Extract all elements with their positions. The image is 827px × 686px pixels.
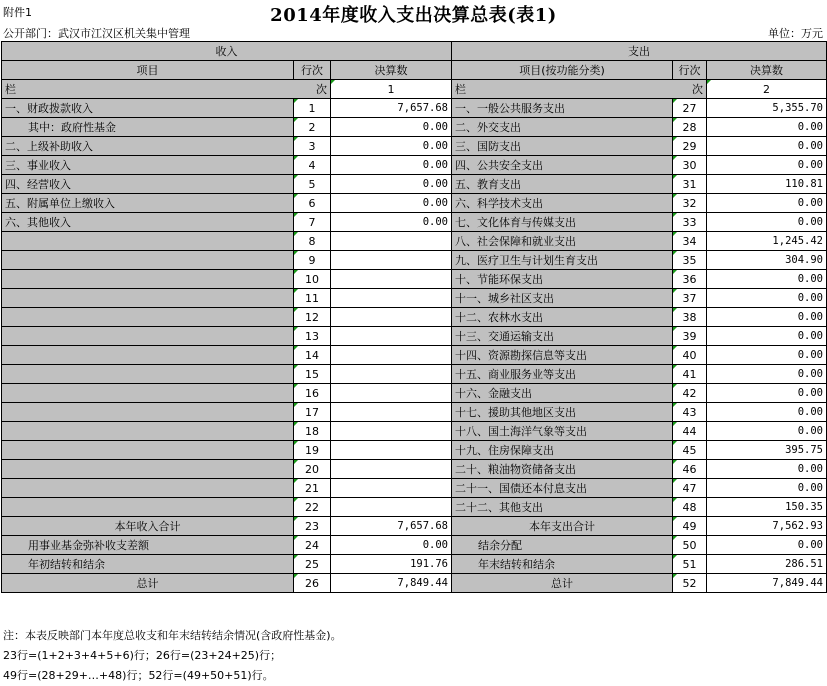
table-row xyxy=(2,118,827,137)
expense-amount: 0.00 xyxy=(707,403,827,422)
income-item xyxy=(2,479,294,498)
attachment-label: 附件1 xyxy=(3,6,32,19)
table-row xyxy=(2,441,827,460)
income-item xyxy=(2,365,294,384)
expense-item-header: 项目(按功能分类) xyxy=(452,61,673,80)
expense-amount: 0.00 xyxy=(707,460,827,479)
income-item xyxy=(2,403,294,422)
income-row-no: 15 xyxy=(294,365,331,384)
expense-row-no: 28 xyxy=(673,118,707,137)
expense-item: 七、文化体育与传媒支出 xyxy=(452,213,673,232)
expense-amount: 0.00 xyxy=(707,308,827,327)
expense-row-no: 38 xyxy=(673,308,707,327)
expense-item: 十六、金融支出 xyxy=(452,384,673,403)
income-row-no: 8 xyxy=(294,232,331,251)
income-row-no: 20 xyxy=(294,460,331,479)
expense-item: 九、医疗卫生与计划生育支出 xyxy=(452,251,673,270)
income-amount: 191.76 xyxy=(331,555,452,574)
summary-row xyxy=(2,574,827,593)
expense-amount: 0.00 xyxy=(707,156,827,175)
income-col-number: 1 xyxy=(331,80,452,99)
expense-item: 三、国防支出 xyxy=(452,137,673,156)
income-row-no: 26 xyxy=(294,574,331,593)
table-row xyxy=(2,232,827,251)
income-amount xyxy=(331,346,452,365)
expense-row-no: 27 xyxy=(673,99,707,118)
table-row xyxy=(2,213,827,232)
income-item-header: 项目 xyxy=(2,61,294,80)
expense-row-no-header: 行次 xyxy=(673,61,707,80)
expense-row-no: 47 xyxy=(673,479,707,498)
expense-amount: 1,245.42 xyxy=(707,232,827,251)
income-amount: 0.00 xyxy=(331,194,452,213)
income-amount xyxy=(331,270,452,289)
income-row-no: 14 xyxy=(294,346,331,365)
income-item: 其中：政府性基金 xyxy=(2,118,294,137)
income-row-no-header: 行次 xyxy=(294,61,331,80)
income-amount: 0.00 xyxy=(331,213,452,232)
income-amount xyxy=(331,251,452,270)
expense-amount: 0.00 xyxy=(707,137,827,156)
income-item xyxy=(2,327,294,346)
expense-amount: 5,355.70 xyxy=(707,99,827,118)
expense-amount: 7,849.44 xyxy=(707,574,827,593)
income-item xyxy=(2,232,294,251)
expense-amount: 0.00 xyxy=(707,213,827,232)
income-row-no: 17 xyxy=(294,403,331,422)
income-row-no: 21 xyxy=(294,479,331,498)
income-row-no: 3 xyxy=(294,137,331,156)
expense-item: 五、教育支出 xyxy=(452,175,673,194)
column-number-row xyxy=(2,80,827,99)
income-item xyxy=(2,270,294,289)
table-row xyxy=(2,384,827,403)
expense-item: 十五、商业服务业等支出 xyxy=(452,365,673,384)
expense-row-no: 32 xyxy=(673,194,707,213)
expense-item: 十三、交通运输支出 xyxy=(452,327,673,346)
income-amount xyxy=(331,365,452,384)
income-amount xyxy=(331,441,452,460)
income-amount xyxy=(331,498,452,517)
expense-item: 十一、城乡社区支出 xyxy=(452,289,673,308)
income-item xyxy=(2,289,294,308)
income-amount xyxy=(331,232,452,251)
expense-item: 十七、援助其他地区支出 xyxy=(452,403,673,422)
expense-row-no: 37 xyxy=(673,289,707,308)
expense-row-no: 43 xyxy=(673,403,707,422)
income-amount: 7,849.44 xyxy=(331,574,452,593)
income-amount xyxy=(331,308,452,327)
income-row-no: 7 xyxy=(294,213,331,232)
summary-row xyxy=(2,517,827,536)
expense-row-no: 31 xyxy=(673,175,707,194)
table-row xyxy=(2,422,827,441)
col-label-right: 次 xyxy=(316,83,327,96)
table-row xyxy=(2,403,827,422)
expense-row-no: 29 xyxy=(673,137,707,156)
income-item: 六、其他收入 xyxy=(2,213,294,232)
income-amount xyxy=(331,422,452,441)
income-item xyxy=(2,441,294,460)
expense-amount: 0.00 xyxy=(707,346,827,365)
page-title: 2014年度收入支出决算总表(表1) xyxy=(270,5,557,26)
table-row xyxy=(2,479,827,498)
expense-item: 十、节能环保支出 xyxy=(452,270,673,289)
income-item xyxy=(2,346,294,365)
income-row-no: 5 xyxy=(294,175,331,194)
expense-amount: 0.00 xyxy=(707,479,827,498)
income-amount: 0.00 xyxy=(331,156,452,175)
income-row-no: 23 xyxy=(294,517,331,536)
income-item xyxy=(2,308,294,327)
expense-item: 十四、资源勘探信息等支出 xyxy=(452,346,673,365)
expense-amount: 395.75 xyxy=(707,441,827,460)
col-label-left: 栏 xyxy=(5,83,16,96)
income-row-no: 11 xyxy=(294,289,331,308)
income-col-label xyxy=(2,80,331,99)
expense-row-no: 42 xyxy=(673,384,707,403)
budget-table xyxy=(1,41,827,593)
expense-amount: 0.00 xyxy=(707,365,827,384)
income-amount: 0.00 xyxy=(331,175,452,194)
expense-summary-item: 本年支出合计 xyxy=(452,517,673,536)
table-row xyxy=(2,99,827,118)
income-amount: 0.00 xyxy=(331,118,452,137)
expense-amount: 0.00 xyxy=(707,536,827,555)
expense-amount: 110.81 xyxy=(707,175,827,194)
income-item: 一、财政拨款收入 xyxy=(2,99,294,118)
expense-summary-item: 年末结转和结余 xyxy=(452,555,673,574)
expense-item: 八、社会保障和就业支出 xyxy=(452,232,673,251)
expense-item: 二十二、其他支出 xyxy=(452,498,673,517)
expense-row-no: 40 xyxy=(673,346,707,365)
income-row-no: 9 xyxy=(294,251,331,270)
expense-amount: 150.35 xyxy=(707,498,827,517)
table-row xyxy=(2,498,827,517)
expense-item: 一、一般公共服务支出 xyxy=(452,99,673,118)
expense-amount: 0.00 xyxy=(707,118,827,137)
income-row-no: 25 xyxy=(294,555,331,574)
expense-amount: 0.00 xyxy=(707,384,827,403)
income-amount-header: 决算数 xyxy=(331,61,452,80)
income-row-no: 24 xyxy=(294,536,331,555)
income-item: 三、事业收入 xyxy=(2,156,294,175)
income-group-header: 收入 xyxy=(2,42,452,61)
income-row-no: 2 xyxy=(294,118,331,137)
income-item xyxy=(2,460,294,479)
income-summary-item: 年初结转和结余 xyxy=(2,555,294,574)
income-row-no: 13 xyxy=(294,327,331,346)
expense-group-header: 支出 xyxy=(452,42,827,61)
table-row xyxy=(2,460,827,479)
expense-amount: 7,562.93 xyxy=(707,517,827,536)
expense-row-no: 44 xyxy=(673,422,707,441)
income-amount xyxy=(331,460,452,479)
income-amount xyxy=(331,327,452,346)
expense-row-no: 34 xyxy=(673,232,707,251)
table-row xyxy=(2,156,827,175)
expense-row-no: 52 xyxy=(673,574,707,593)
notes xyxy=(3,626,342,686)
expense-row-no: 41 xyxy=(673,365,707,384)
expense-item: 四、公共安全支出 xyxy=(452,156,673,175)
expense-amount: 286.51 xyxy=(707,555,827,574)
table-row xyxy=(2,365,827,384)
table-row xyxy=(2,137,827,156)
expense-summary-item: 总计 xyxy=(452,574,673,593)
income-row-no: 18 xyxy=(294,422,331,441)
expense-col-label xyxy=(452,80,707,99)
income-amount: 7,657.68 xyxy=(331,517,452,536)
expense-row-no: 49 xyxy=(673,517,707,536)
income-row-no: 16 xyxy=(294,384,331,403)
col-label-right: 次 xyxy=(692,83,703,96)
expense-item: 十二、农林水支出 xyxy=(452,308,673,327)
expense-item: 二、外交支出 xyxy=(452,118,673,137)
table-row xyxy=(2,327,827,346)
income-row-no: 19 xyxy=(294,441,331,460)
expense-col-number: 2 xyxy=(707,80,827,99)
expense-item: 六、科学技术支出 xyxy=(452,194,673,213)
expense-row-no: 51 xyxy=(673,555,707,574)
income-row-no: 6 xyxy=(294,194,331,213)
expense-amount: 0.00 xyxy=(707,289,827,308)
expense-row-no: 50 xyxy=(673,536,707,555)
summary-row xyxy=(2,555,827,574)
income-item xyxy=(2,384,294,403)
expense-row-no: 30 xyxy=(673,156,707,175)
expense-row-no: 46 xyxy=(673,460,707,479)
expense-amount: 0.00 xyxy=(707,327,827,346)
income-amount: 0.00 xyxy=(331,536,452,555)
income-row-no: 22 xyxy=(294,498,331,517)
income-item: 二、上级补助收入 xyxy=(2,137,294,156)
table-row xyxy=(2,346,827,365)
income-item xyxy=(2,422,294,441)
table-row xyxy=(2,194,827,213)
income-amount xyxy=(331,479,452,498)
table-row xyxy=(2,251,827,270)
expense-row-no: 33 xyxy=(673,213,707,232)
income-summary-item: 本年收入合计 xyxy=(2,517,294,536)
expense-item: 十八、国土海洋气象等支出 xyxy=(452,422,673,441)
expense-amount: 0.00 xyxy=(707,422,827,441)
income-item xyxy=(2,251,294,270)
column-header-row xyxy=(2,61,827,80)
expense-item: 二十一、国债还本付息支出 xyxy=(452,479,673,498)
col-label-left: 栏 xyxy=(455,83,466,96)
income-amount: 0.00 xyxy=(331,137,452,156)
income-item: 五、附属单位上缴收入 xyxy=(2,194,294,213)
note-line: 注：本表反映部门本年度总收支和年末结转结余情况(含政府性基金)。 xyxy=(3,629,342,642)
income-row-no: 4 xyxy=(294,156,331,175)
table-row xyxy=(2,289,827,308)
expense-row-no: 35 xyxy=(673,251,707,270)
income-item: 四、经营收入 xyxy=(2,175,294,194)
income-amount xyxy=(331,403,452,422)
expense-amount-header: 决算数 xyxy=(707,61,827,80)
expense-item: 十九、住房保障支出 xyxy=(452,441,673,460)
summary-row xyxy=(2,536,827,555)
expense-amount: 0.00 xyxy=(707,194,827,213)
income-row-no: 12 xyxy=(294,308,331,327)
expense-item: 二十、粮油物资储备支出 xyxy=(452,460,673,479)
expense-row-no: 39 xyxy=(673,327,707,346)
income-summary-item: 用事业基金弥补收支差额 xyxy=(2,536,294,555)
expense-row-no: 36 xyxy=(673,270,707,289)
note-line: 23行=(1+2+3+4+5+6)行；26行=(23+24+25)行； xyxy=(3,649,282,662)
table-row xyxy=(2,308,827,327)
department-label: 公开部门：武汉市江汉区机关集中管理 xyxy=(3,27,190,40)
income-amount xyxy=(331,384,452,403)
income-amount xyxy=(331,289,452,308)
income-summary-item: 总计 xyxy=(2,574,294,593)
unit-label: 单位：万元 xyxy=(768,27,823,40)
expense-amount: 0.00 xyxy=(707,270,827,289)
group-header-row xyxy=(2,42,827,61)
expense-summary-item: 结余分配 xyxy=(452,536,673,555)
note-line: 49行=(28+29+…+48)行；52行=(49+50+51)行。 xyxy=(3,669,274,682)
expense-amount: 304.90 xyxy=(707,251,827,270)
expense-row-no: 48 xyxy=(673,498,707,517)
income-item xyxy=(2,498,294,517)
table-row xyxy=(2,175,827,194)
income-row-no: 10 xyxy=(294,270,331,289)
income-amount: 7,657.68 xyxy=(331,99,452,118)
income-row-no: 1 xyxy=(294,99,331,118)
expense-row-no: 45 xyxy=(673,441,707,460)
table-row xyxy=(2,270,827,289)
